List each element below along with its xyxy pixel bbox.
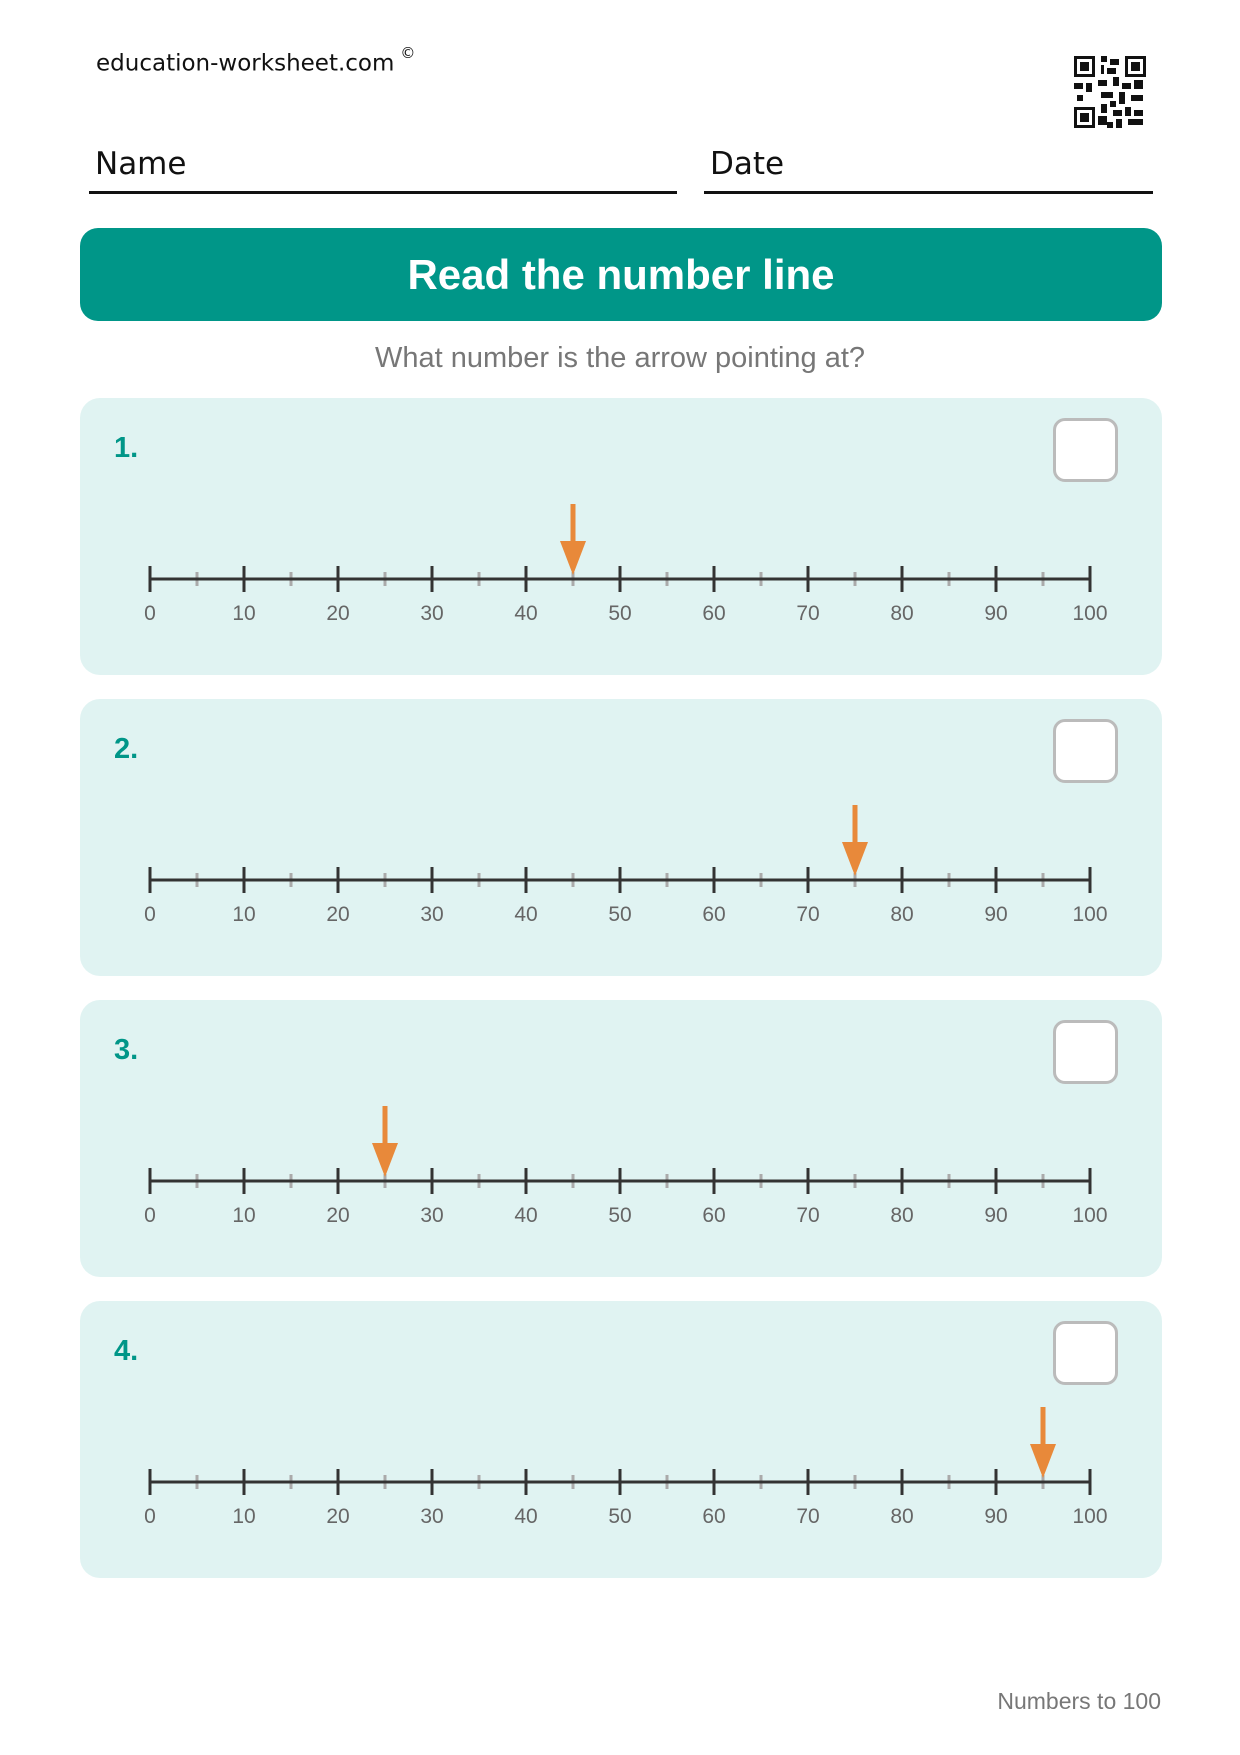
arrow-marker [560,504,586,575]
tick-label: 80 [890,1204,914,1227]
tick-label: 10 [232,1204,256,1227]
tick-label: 50 [608,1204,632,1227]
tick-label: 80 [890,903,914,926]
site-name [96,44,416,77]
date-field[interactable] [704,140,1153,194]
tick-label: 0 [144,602,156,625]
tick-label: 40 [514,1505,538,1528]
tick-label: 30 [420,602,444,625]
tick-label: 50 [608,602,632,625]
tick-label: 10 [232,1505,256,1528]
tick-label: 80 [890,1505,914,1528]
tick-label: 40 [514,903,538,926]
arrow-marker [372,1106,398,1177]
question-card [80,1000,1162,1277]
question-number: 2. [114,733,139,765]
tick-label: 70 [796,903,820,926]
arrow-marker [842,805,868,876]
tick-label: 60 [702,1505,726,1528]
number-line [80,398,1162,675]
tick-label: 60 [702,602,726,625]
question-card [80,398,1162,675]
tick-label: 60 [702,1204,726,1227]
tick-label: 90 [984,903,1008,926]
tick-label: 100 [1072,903,1108,926]
arrow-head [372,1143,398,1177]
qr-code-icon [1074,56,1146,128]
tick-label: 0 [144,1204,156,1227]
tick-label: 70 [796,602,820,625]
tick-label: 20 [326,903,350,926]
tick-label: 100 [1072,1204,1108,1227]
question-number: 1. [114,432,139,464]
question-card [80,1301,1162,1578]
date-label: Date [710,146,785,182]
tick-label: 50 [608,903,632,926]
instruction-text: What number is the arrow pointing at? [374,342,866,374]
arrow-head [560,541,586,575]
tick-label: 30 [420,1505,444,1528]
copyright-symbol: © [400,44,416,62]
name-label: Name [95,146,187,182]
arrow-head [1030,1444,1056,1478]
arrow-marker [1030,1407,1056,1478]
tick-label: 20 [326,1204,350,1227]
arrow-head [842,842,868,876]
tick-label: 40 [514,602,538,625]
tick-label: 10 [232,602,256,625]
question-number: 3. [114,1034,139,1066]
question-number: 4. [114,1335,139,1367]
tick-label: 50 [608,1505,632,1528]
tick-label: 70 [796,1505,820,1528]
title-banner [80,228,1162,321]
tick-label: 100 [1072,602,1108,625]
tick-label: 100 [1072,1505,1108,1528]
footer-text: Numbers to 100 [997,1688,1161,1714]
tick-label: 80 [890,602,914,625]
page-title: Read the number line [407,250,835,298]
number-line [80,699,1162,976]
tick-label: 70 [796,1204,820,1227]
number-line [80,1000,1162,1277]
tick-label: 0 [144,903,156,926]
tick-label: 30 [420,903,444,926]
name-field[interactable] [89,140,677,194]
tick-label: 90 [984,1204,1008,1227]
question-card [80,699,1162,976]
tick-label: 60 [702,903,726,926]
tick-label: 30 [420,1204,444,1227]
site-name-text: education-worksheet.com [96,50,395,77]
tick-label: 90 [984,602,1008,625]
tick-label: 20 [326,602,350,625]
tick-label: 10 [232,903,256,926]
tick-label: 40 [514,1204,538,1227]
number-line [80,1301,1162,1578]
tick-label: 90 [984,1505,1008,1528]
tick-label: 20 [326,1505,350,1528]
tick-label: 0 [144,1505,156,1528]
